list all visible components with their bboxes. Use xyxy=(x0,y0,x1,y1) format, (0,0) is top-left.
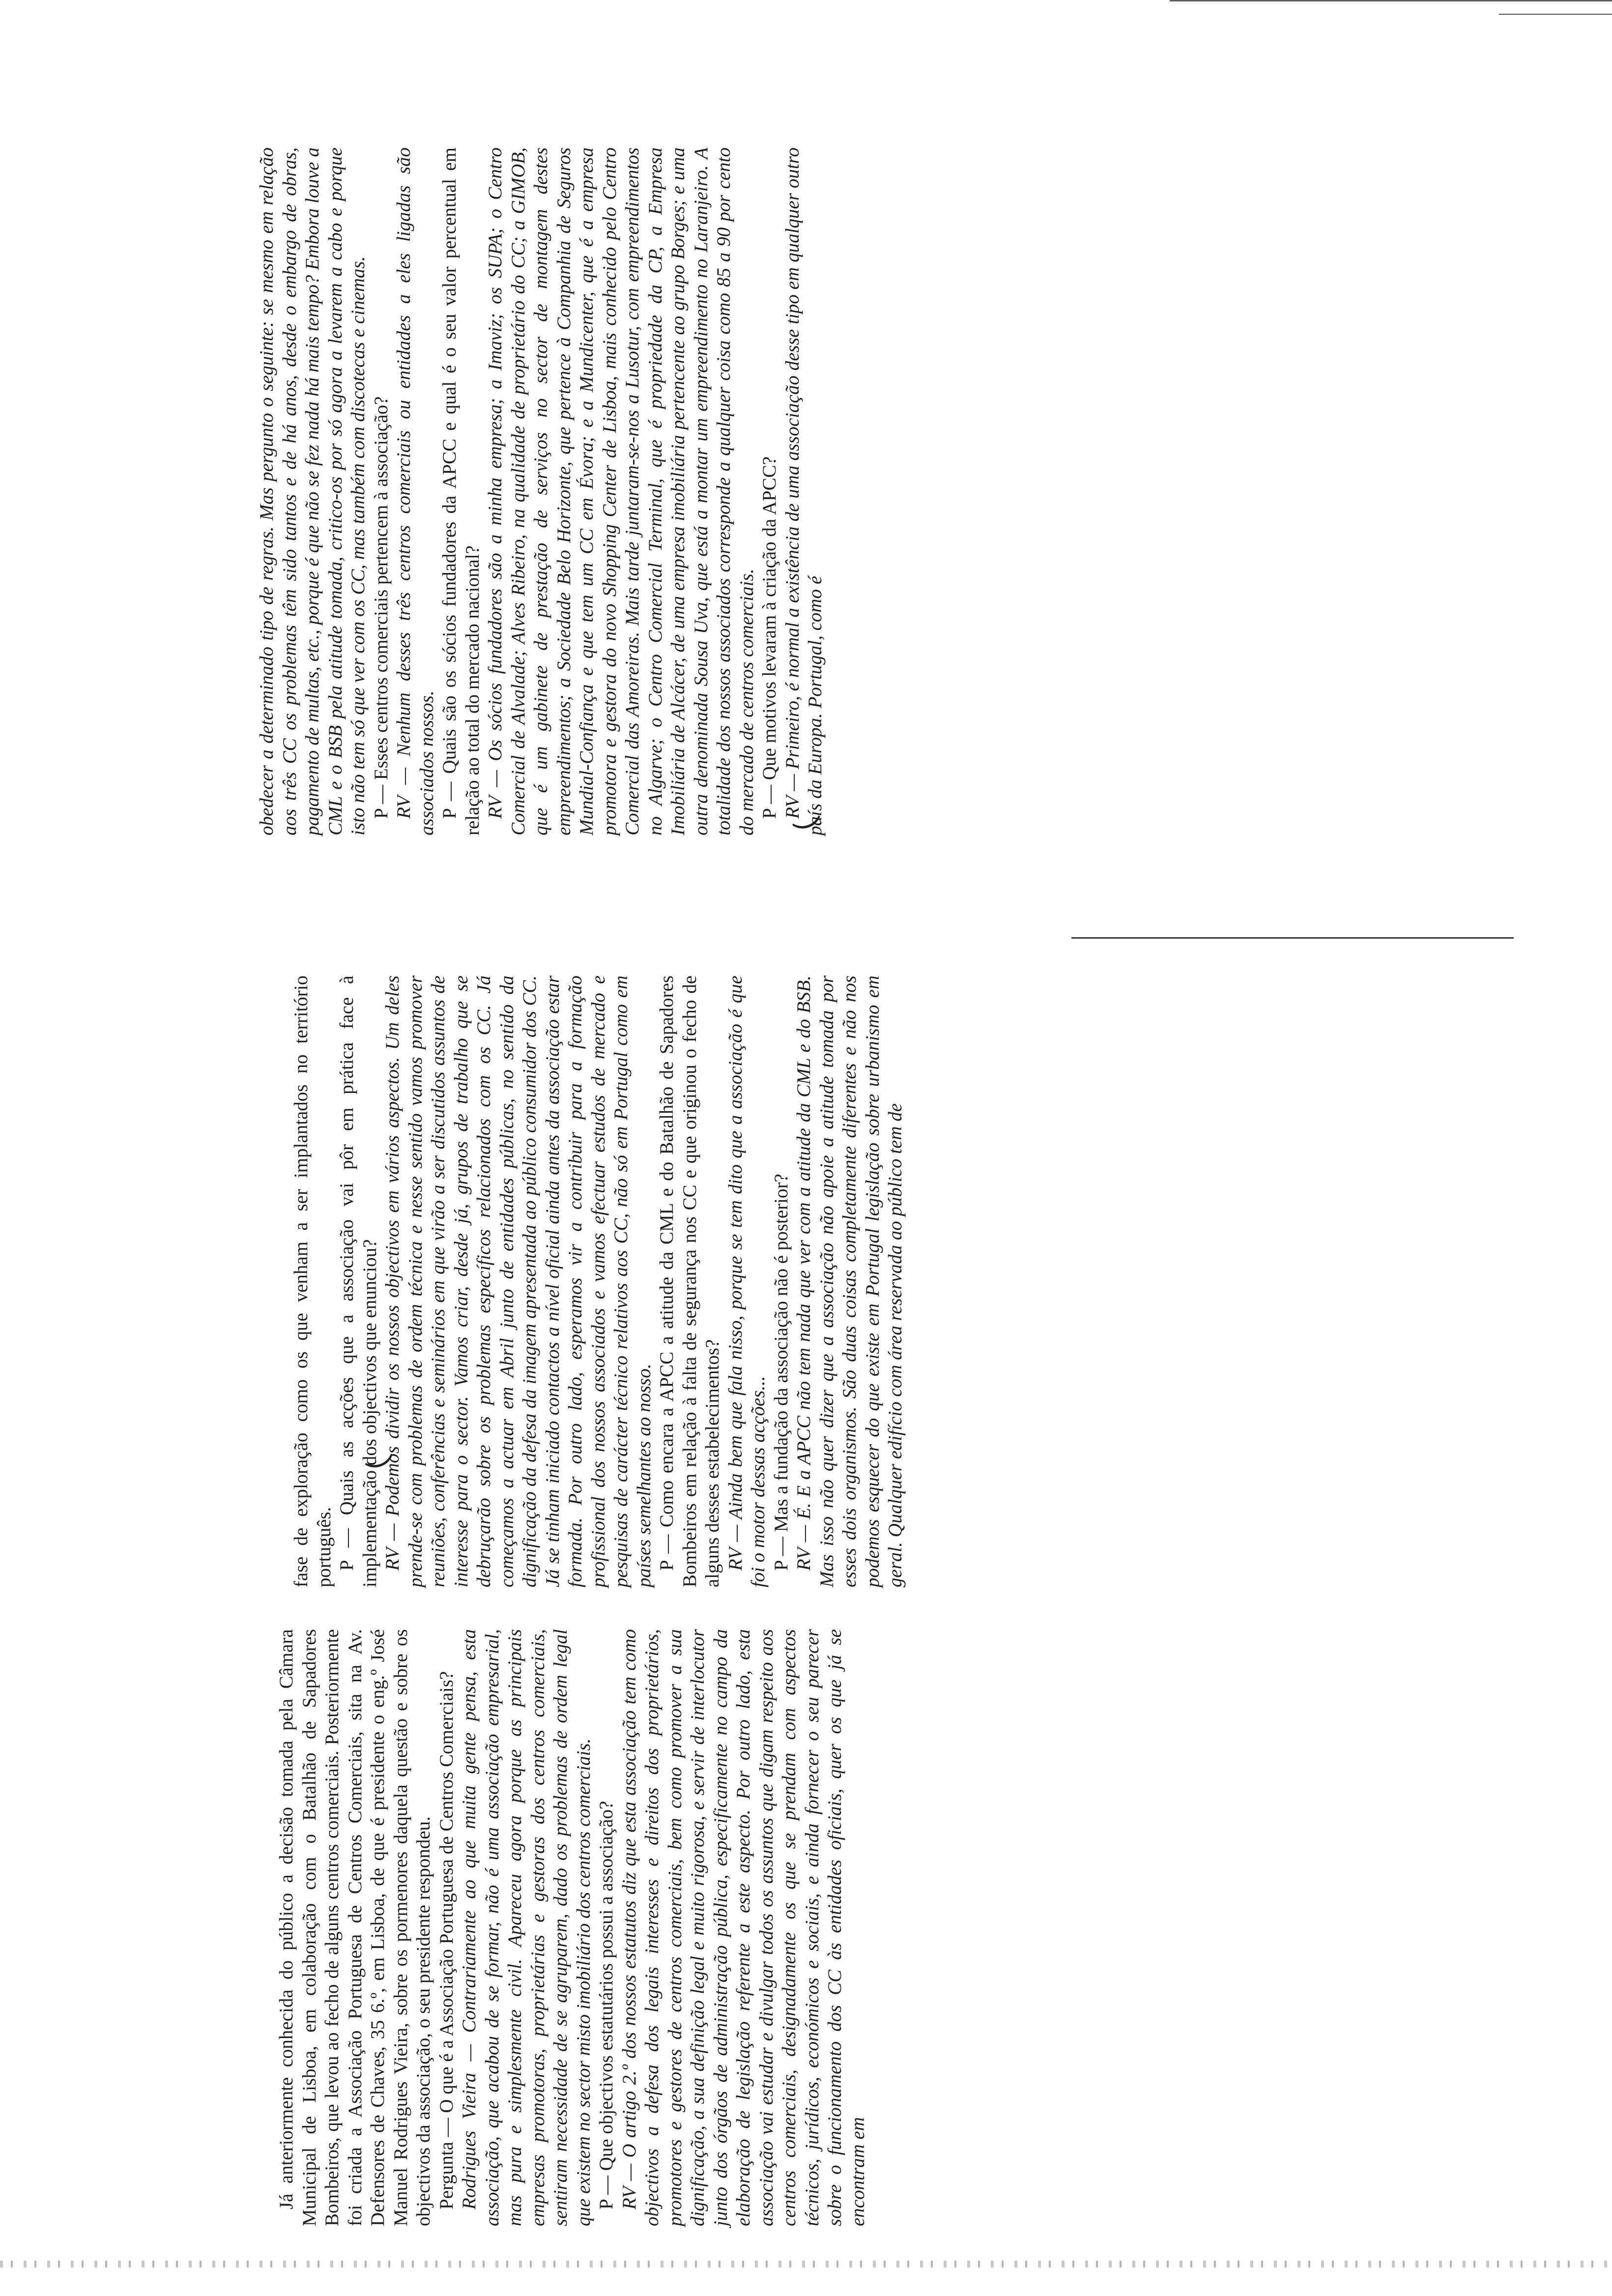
answer: RV — Primeiro, é normal a existência de uma associação desse tipo em qualquer outro país da Europa. Portugal, como é xyxy=(781,147,826,835)
answer: RV — O artigo 2.º dos nossos estatutos diz que esta associação tem como objectivos a defesa dos legais interesses e direitos dos proprietários, promotores e gestores de centros comerciais, bem como promover a sua dignificação, a sua definição legal e muito rigorosa, e servir de interlocutor junto dos órgãos de administração pública, especificamente no campo da elaboração de legislação referente a este aspecto. Por outro lado, esta associação vai estudar e divulgar todos os assuntos que digam respeito aos centros comerciais, designadamente os que se prendam com aspectos técnicos, jurídicos, económicos e sociais, e ainda fornecer o seu parecer sobre o funcionamento dos CC às entidades oficiais, quer os que já se encontram em xyxy=(618,1629,868,2226)
column-divider xyxy=(1071,937,1514,939)
intro-paragraph: Já anteriormente conhecida do público a decisão tomada pela Câmara Municipal de Lisboa, em colaboração com o Batalhão de Sapadores Bombeiros, que levou ao fecho de alguns centros comerciais. Posteriormente foi criada a Associação Portuguesa de Centros Comerciais, sita na Av. Defensores de Chaves, 35 6.º, em Lisboa, de que é presidente o eng.º José Manuel Rodrigues Vieira, sobre os pormenores daquela questão e sobre os objectivos da associação, o seu presidente respondeu. xyxy=(276,1629,434,2226)
answer: RV — Os sócios fundadores são a minha empresa; a Imaviz; os SUPA; o Centro Comercial de Alvalade; Alves Ribeiro, na qualidade de proprietário do CC; a GIMOB, que é um gabinete de prestação de serviços no sector de montagem destes empreendimentos; a Sociedade Belo Horizonte, que pertence à Companhia de Seguros Mundial-Confiança e que tem um CC em Évora; e a Mundicenter, que é a empresa promotora e gestora do novo Shopping Center de Lisboa, mais conhecido pelo Centro Comercial das Amoreiras. Mais tarde juntaram-se-nos a Lusotur, com empreendimentos no Algarve; o Centro Comercial Terminal, que é propriedade da CP, a Empresa Imobiliária de Alcácer, de uma empresa imobiliária pertencente ao grupo Borges; e uma outra denominada Sousa Uva, que está a montar um empreendimento no Laranjeiro. A totalidade dos nossos associados corresponde a qualquer coisa como 85 a 90 por cento do mercado de centros comerciais. xyxy=(485,147,757,835)
question: Pergunta — O que é a Associação Portuguesa de Centros Comerciais? xyxy=(435,1671,457,2210)
question: P — Mas a fundação da associação não é posterior? xyxy=(770,1174,792,1571)
article-column-1 xyxy=(275,1629,869,2226)
question: P — Esses centros comerciais pertencem à associação? xyxy=(370,396,392,819)
answer: RV — Podemos dividir os nossos objectivos em vários aspectos. Um deles prende-se com problemas de ordem técnica e nesse sentido vamos promover reuniões, conferências e seminários em que virão a ser discutidos assuntos de interesse para o sector. Vamos criar, desde já, grupos de trabalho que se debruçarão sobre os problemas específicos relacionados com os CC. Já começamos a actuar em Abril junto de entidades públicas, no sentido da dignificação da defesa da imagem apresentada ao público consumidor dos CC. Já se tinham iniciado contactos a nível oficial ainda antes da associação estar formada. Por outro lado, esperamos vir a contribuir para a formação profissional dos nossos associados e vamos efectuar estudos de mercado e pesquisas de carácter técnico relativos aos CC, não só em Portugal como em países semelhantes ao nosso. xyxy=(382,976,655,1587)
answer: Rodrigues Vieira — Contrariamente ao que muita gente pensa, esta associação, que acabou de se formar, não é uma associação empresarial, mas pura e simplesmente civil. Apareceu agora porque as principais empresas promotoras, proprietárias e gestoras dos centros comerciais, sentiram necessidade de se agruparem, dado os problemas de ordem legal que existem no sector misto imobiliário dos centros comerciais. xyxy=(459,1629,594,2226)
question: P — Que motivos levaram à criação da APCC? xyxy=(759,456,780,819)
rotated-article xyxy=(256,113,1553,2226)
answer: RV — É. E a APCC não tem nada que ver com a atitude da CML e do BSB. Mas isso não quer dizer que a associação não apoie a atitude tomada por esses dois organismos. São duas coisas completamente diferentes e não nos podemos esquecer do que existe em Portugal legislação sobre urbanismo em geral. Qualquer edifício com área reservada ao público tem de xyxy=(793,976,906,1587)
answer: RV — Nenhum desses três centros comerciais ou entidades a eles ligadas são associados nossos. xyxy=(393,147,437,835)
question: P — Quais as acções que a associação vai pôr em prática face à implementação dos objectivos que enunciou? xyxy=(336,976,380,1587)
question: P — Como encara a APCC a atitude da CML e do Batalhão de Sapadores Bombeiros em relação à falta de segurança nos CC e que originou o fecho de alguns desses estabelecimentos? xyxy=(656,976,723,1587)
article-column-2 xyxy=(290,976,907,1587)
scan-edge-line-2 xyxy=(1499,14,1612,15)
question: P — Que objectivos estatutários possui a associação? xyxy=(596,1801,617,2210)
scan-bottom-noise xyxy=(0,2261,1612,2267)
question: P — Quais são os sócios fundadores da APCC e qual é o seu valor percentual em relação ao total do mercado nacional? xyxy=(439,147,483,835)
continuation-paragraph: fase de exploração como os que venham a ser implantados no território português. xyxy=(290,976,335,1587)
scan-edge-line xyxy=(1170,0,1612,1)
answer: RV — Ainda bem que fala nisso, porque se tem dito que a associação é que foi o motor dessas acções... xyxy=(724,976,769,1587)
article-column-3 xyxy=(256,147,827,835)
continuation-paragraph: obedecer a determinado tipo de regras. Mas pergunto o seguinte: se mesmo em relação aos três CC os problemas têm sido tantos e de há anos, desde o embargo de obras, pagamento de multas, etc., porque é que não se fez nada há mais tempo? Embora louve a CML e o BSB pela atitude tomada, critico-os por só agora a levarem a cabo e porque isto não tem só que ver com os CC, mas também com discotecas e cinemas. xyxy=(256,147,369,835)
